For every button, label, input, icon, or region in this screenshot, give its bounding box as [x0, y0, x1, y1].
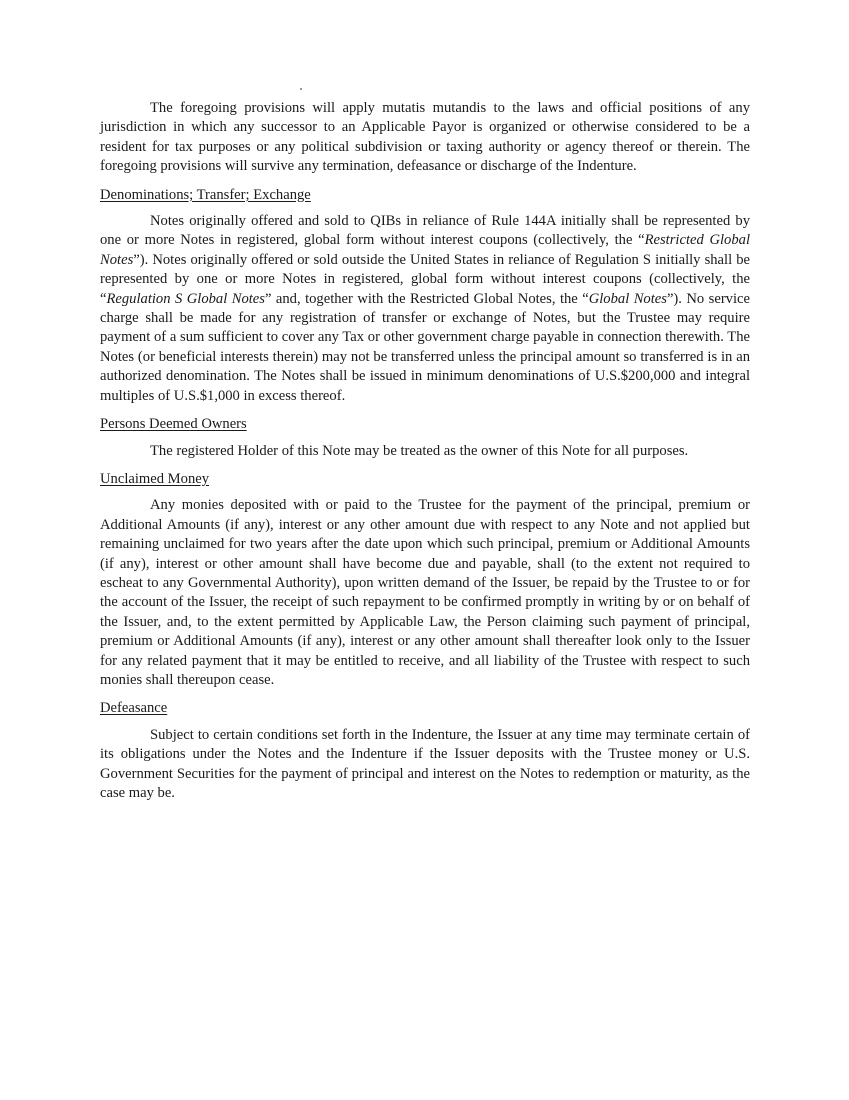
unclaimed-money-heading: Unclaimed Money [100, 470, 210, 487]
unclaimed-money-paragraph: Any monies deposited with or paid to the Trustee for the payment of the principal, premium or Additional Amounts (if any), interest or any other amount due with respect to any Note and not applied but remaining unclaimed for two years after the date upon which such principal, premium or Additional Amounts (if any), interest or other amount shall have become due and payable, shall (to the extent not required to escheat to any Governmental Authority), upon written demand of the Issuer, be repaid by the Trustee to or for the account of the Issuer, the receipt of such repayment to be confirmed promptly in writing by or on behalf of the Issuer, and, to the extent permitted by Applicable Law, the Person claiming such payment of principal, premium or Additional Amounts (if any), interest or any other amount shall thereafter look only to the Issuer for any related payment that it may be entitled to receive, and all liability of the Trustee with respect to such monies shall thereupon cease. [100, 497, 750, 688]
denominations-text-4: ”). No service charge shall be made for any registration of transfer or exchange of Notes, but the Trustee may require payment of a sum sufficient to cover any Tax or other government charge payable in connection therewith. The Notes (or beneficial interests therein) may not be transferred unless the principal amount so transferred is in an authorized denomination. The Notes shall be issued in minimum denominations of U.S.$200,000 and integral multiples of U.S.$1,000 in excess thereof. [100, 290, 750, 404]
global-notes-term: Global Notes [588, 290, 667, 307]
defeasance-paragraph: Subject to certain conditions set forth in the Indenture, the Issuer at any time may terminate certain of its obligations under the Notes and the Indenture if the Issuer deposits with the Trustee money or U.S. Government Securities for the payment of principal and interest on the Notes to redemption or maturity, as the case may be. [100, 726, 750, 801]
denominations-text-3: ” and, together with the Restricted Global Notes, the “ [264, 290, 589, 307]
persons-deemed-owners-paragraph: The registered Holder of this Note may be treated as the owner of this Note for all purposes. [150, 442, 689, 459]
restricted-global-notes-term: Restricted Global Notes [100, 232, 750, 268]
denominations-text-2: ”). Notes originally offered or sold outside the United States in reliance of Regulation S initially shall be represented by one or more Notes in registered, global form without interest coupons (collectively, the “ [100, 251, 750, 307]
denominations-heading: Denominations; Transfer; Exchange [100, 186, 311, 203]
denominations-text-1: Notes originally offered and sold to QIBs in reliance of Rule 144A initially shall be represented by one or more Notes in registered, global form without interest coupons (collectively, the “ [100, 213, 750, 249]
denominations-paragraph [100, 212, 750, 406]
intro-paragraph: The foregoing provisions will apply mutatis mutandis to the laws and official positions of any jurisdiction in which any successor to an Applicable Payor is organized or otherwise considered to be a resident for tax purposes or any political subdivision or taxing authority or agency thereof or therein. The foregoing provisions will survive any termination, defeasance or discharge of the Indenture. [100, 100, 750, 175]
document-page [100, 99, 750, 803]
regulation-s-global-notes-term: Regulation S Global Notes [106, 290, 265, 307]
scan-dot [300, 88, 302, 90]
persons-deemed-owners-heading: Persons Deemed Owners [100, 416, 247, 433]
defeasance-heading: Defeasance [100, 700, 168, 717]
